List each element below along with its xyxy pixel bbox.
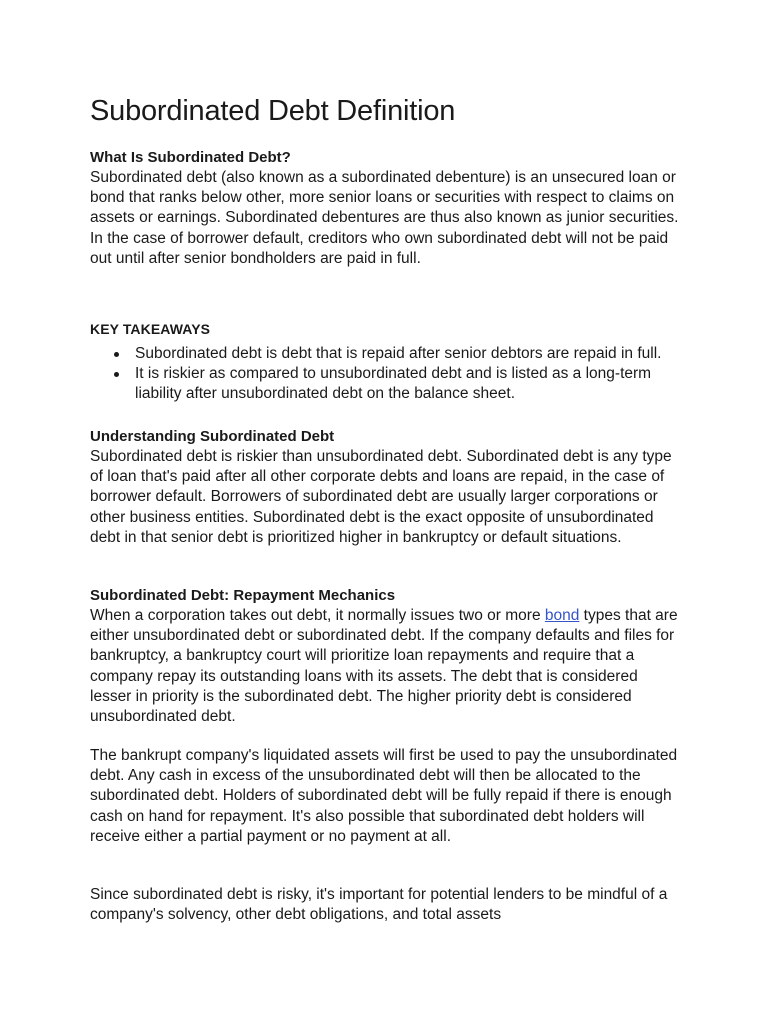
section-text-understanding: Subordinated debt is riskier than unsubordinated debt. Subordinated debt is any type of loan that's paid after all other corporate debts and loans are repaid, in the case of borrower default. Borrowers of subordinated debt are usually larger corporations or other business entities. Subordinated debt is the exact opposite of unsubordinated debt in that senior debt is prioritized higher in bankruptcy or default situations. (90, 448, 672, 546)
bond-link[interactable]: bond (544, 607, 580, 624)
list-item-text: Subordinated debt is debt that is repaid after senior debtors are repaid in full. (135, 345, 662, 362)
bullet-icon (114, 352, 119, 357)
page-title: Subordinated Debt Definition (90, 95, 456, 127)
section-text-repayment-2: The bankrupt company's liquidated assets will first be used to pay the unsubordinated debt. Any cash in excess of the unsubordinated debt will then be allocated to the subordinated debt. Holders of subordinated debt will be fully repaid if there is enough cash on hand for repayment. It's also possible that subordinated debt holders will receive either a partial payment or no payment at all. (90, 747, 678, 845)
list-item-text: It is riskier as compared to unsubordinated debt and is listed as a long-term liability after unsubordinated debt on the balance sheet. (135, 365, 652, 402)
text-fragment: types that are either unsubordinated debt or subordinated debt. If the company defaults and files for bankruptcy, a bankruptcy court will prioritize loan repayments and require that a company repay its outstanding loans with its assets. The debt that is considered lesser in priority is the subordinated debt. The higher priority debt is considered unsubordinated debt. (90, 607, 678, 726)
list-item (90, 344, 680, 364)
section-what-is (90, 148, 680, 269)
key-takeaways-list (90, 344, 680, 404)
section-heading-repayment: Subordinated Debt: Repayment Mechanics (90, 587, 396, 604)
section-heading-what-is: What Is Subordinated Debt? (90, 149, 291, 166)
section-heading-understanding: Understanding Subordinated Debt (90, 428, 335, 445)
section-understanding (90, 427, 680, 548)
section-repayment (90, 586, 680, 727)
list-item (90, 364, 680, 404)
section-text-repayment-1 (90, 606, 680, 727)
text-fragment: When a corporation takes out debt, it normally issues two or more (90, 607, 545, 624)
section-repayment-para2 (90, 746, 680, 847)
key-takeaways-heading: KEY TAKEAWAYS (90, 321, 211, 337)
bullet-icon (114, 372, 119, 377)
section-text-repayment-3: Since subordinated debt is risky, it's important for potential lenders to be mindful of a company's solvency, other debt obligations, and total assets (90, 886, 668, 924)
section-repayment-para3 (90, 885, 680, 925)
section-text-what-is: Subordinated debt (also known as a subordinated debenture) is an unsecured loan or bond that ranks below other, more senior loans or securities with respect to claims on assets or earnings. Subordinated debentures are thus also known as junior securities. In the case of borrower default, creditors who own subordinated debt will not be paid out until after senior bondholders are paid in full. (90, 169, 679, 267)
